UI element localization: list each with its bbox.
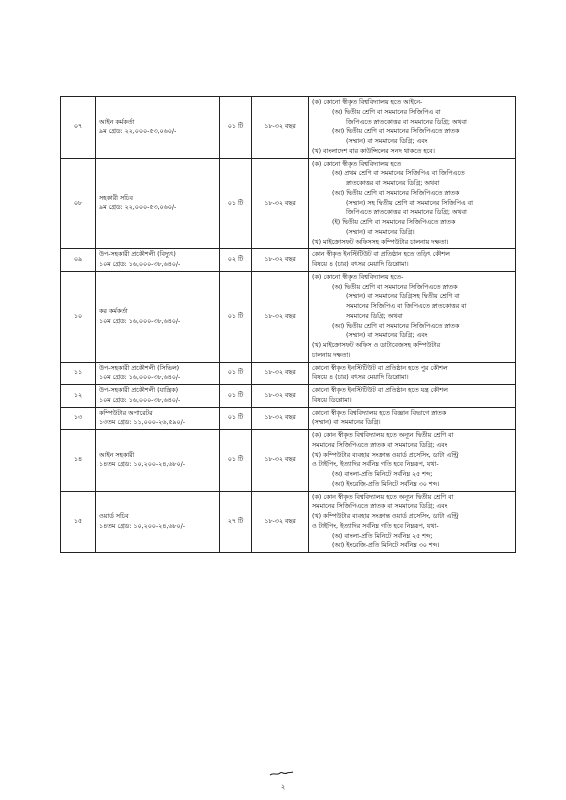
age-limit: ১৮-৩২ বছর bbox=[252, 385, 309, 408]
qualification-line: (অ) প্রথম শ্রেণি বা সমমানের সিজিপিএ বা জিপিএতে bbox=[332, 170, 465, 178]
qualification-line: (ক) কোন স্বীকৃত বিশ্ববিদ্যালয় হতে অন্যূন দ্বিতীয় শ্রেণি বা bbox=[312, 493, 454, 501]
post-count: ০১ টি bbox=[220, 362, 252, 385]
qualification-line: (সম্মান) বা সমমানের ডিগ্রি। bbox=[346, 228, 415, 236]
qualification-cell bbox=[309, 158, 516, 249]
pay-grade: ১০ম গ্রেড: ১৬,০০০-৩৮,৬৪০/- bbox=[99, 261, 181, 268]
qualification-line: কোনো স্বীকৃত ইনস্টিটিউট বা প্রতিষ্ঠান হতে যন্ত্র কৌশল bbox=[312, 387, 448, 394]
page-number: ২ bbox=[280, 783, 286, 791]
qualification-cell bbox=[309, 491, 516, 553]
post-count: ০১ টি bbox=[220, 385, 252, 408]
qualification-line: বিষয়ে ডিপ্লোমা। bbox=[312, 396, 352, 404]
serial-number: ১০ bbox=[61, 271, 96, 362]
qualification-cell bbox=[309, 430, 516, 492]
qualification-line: কোন স্বীকৃত ইনস্টিটিউট বা প্রতিষ্ঠান হতে তড়িৎ কৌশল bbox=[312, 251, 450, 259]
qualification-line: (অ) বাংলা-প্রতি মিনিটে সর্বনিম্ন ২৫ শব্দ; bbox=[332, 471, 433, 478]
qualification-line: (অ) দ্বিতীয় শ্রেণি বা সমমানের সিজিপিএতে স্নাতক bbox=[332, 283, 458, 291]
serial-number: ০৮ bbox=[61, 158, 96, 249]
qualification-cell bbox=[309, 407, 516, 430]
post-count: ০১ টি bbox=[220, 430, 252, 492]
qualification-line: সমমানের সিজিপিএতে স্নাতক বা সমমানের ডিগ্রি; এবং bbox=[312, 441, 448, 449]
pay-grade: ৯ম গ্রেড: ২২,০০০-৫৩,০৬০/- bbox=[99, 204, 177, 212]
qualification-line: বিষয়ে ৪ (চার) বৎসর মেয়াদি ডিপ্লোমা। bbox=[312, 261, 409, 268]
serial-number: ১১ bbox=[61, 362, 96, 385]
qualification-line: (আ) ইংরেজি-প্রতি মিনিটে সর্বনিম্ন ৩০ শব্দ। bbox=[332, 542, 440, 550]
qualification-line: (ক) কোনো স্বীকৃত বিশ্ববিদ্যালয় হতে- bbox=[312, 273, 404, 281]
post-cell bbox=[96, 158, 220, 249]
pay-grade: ১৪তম গ্রেড: ১০,২০০-২৪,৬৮০/- bbox=[99, 522, 186, 530]
serial-number: ১২ bbox=[61, 385, 96, 408]
table-row bbox=[61, 430, 516, 492]
qualification-line: (সম্মান) সহ দ্বিতীয় শ্রেণি বা সমমানের সিজিপিএ বা bbox=[346, 199, 473, 207]
qualification-line: (খ) মাইক্রোসফট অফিসসহ কম্পিউটার চালনায় দক্ষতা। bbox=[312, 238, 449, 246]
pay-grade: ১০ম গ্রেড: ১৬,০০০-৩৮,৬৪০/- bbox=[99, 374, 181, 382]
post-name: উপ-সহকারী প্রকৌশলী (যান্ত্রিক) bbox=[99, 387, 179, 394]
post-cell bbox=[96, 385, 220, 408]
qualification-line: (আ) ইংরেজি-প্রতি মিনিটে সর্বনিম্ন ৩০ শব্দ। bbox=[332, 480, 440, 488]
qualification-line: জিপিএতে স্নাতকোত্তর বা সমমানের ডিগ্রি; অথবা bbox=[346, 118, 467, 126]
qualification-line: ও টাইপিং, ইত্যাদির সর্বনিম্ন গতি হবে নিম্নরূপ, যথা- bbox=[312, 522, 439, 530]
qualification-line: (খ) বাংলাদেশ বার কাউন্সিলের সনদ থাকতে হবে। bbox=[312, 147, 435, 155]
qualification-cell bbox=[309, 271, 516, 362]
age-limit: ১৮-৩২ বছর bbox=[252, 362, 309, 385]
age-limit: ১৮-৩২ বছর bbox=[252, 97, 309, 159]
pay-grade: ১৩তম গ্রেড: ১১,০০০-২৬,৫৯০/- bbox=[99, 419, 186, 427]
post-count: ০২ টি bbox=[220, 249, 252, 272]
qualification-line: (আ) দ্বিতীয় শ্রেণি বা সমমানের সিজিপিএতে স্নাতক bbox=[332, 189, 460, 197]
qualification-line: (সম্মান) বা সমমানের ডিগ্রি; এবং bbox=[346, 332, 428, 340]
qualification-line: (সম্মান) বা সমমানের ডিগ্রি; এবং bbox=[346, 138, 428, 145]
age-limit: ১৮-৩২ বছর bbox=[252, 491, 309, 553]
qualification-line: সমমানের ডিগ্রি; অথবা bbox=[346, 312, 403, 320]
qualification-line: জিপিএতে স্নাতকোত্তর বা সমমানের ডিগ্রি; অথবা bbox=[346, 209, 467, 217]
qualification-cell bbox=[309, 362, 516, 385]
post-name: সহকারী সচিব bbox=[99, 194, 133, 202]
qualification-line: সমমানের সিজিপিএতে স্নাতক বা সমমানের ডিগ্রি; এবং bbox=[312, 503, 448, 511]
post-name: উপ-সহকারী প্রকৌশলী (বিদ্যুৎ) bbox=[99, 251, 176, 259]
post-cell bbox=[96, 97, 220, 159]
table-body bbox=[61, 97, 516, 553]
qualification-line: সমমানের সিজিপিএ বা জিপিএতে স্নাতকোত্তর বা bbox=[346, 303, 467, 310]
serial-number: ১৫ bbox=[61, 491, 96, 553]
qualification-line: স্নাতকোত্তর বা সমমানের ডিগ্রি; অথবা bbox=[346, 180, 440, 187]
qualification-line: (ক) কোনো স্বীকৃত বিশ্ববিদ্যালয় হতে আইনে- bbox=[312, 99, 423, 106]
age-limit: ১৮-৩২ বছর bbox=[252, 430, 309, 492]
table-row bbox=[61, 407, 516, 430]
qualification-line: চালনায় দক্ষতা। bbox=[312, 351, 351, 359]
qualification-line: (ই) দ্বিতীয় শ্রেণি বা সমমানের সিজিপিএতে স্নাতক bbox=[332, 219, 456, 226]
qualification-line: (আ) দ্বিতীয় শ্রেণি বা সমমানের সিজিপিএতে স্নাতক bbox=[332, 128, 460, 136]
qualification-line: কোনো স্বীকৃত বিশ্ববিদ্যালয় হতে বিজ্ঞান বিভাগে স্নাতক bbox=[312, 409, 447, 417]
post-cell bbox=[96, 430, 220, 492]
post-cell bbox=[96, 491, 220, 553]
qualification-cell bbox=[309, 97, 516, 159]
age-limit: ১৮-৩২ বছর bbox=[252, 271, 309, 362]
post-cell bbox=[96, 271, 220, 362]
qualification-line: (খ) কম্পিউটার ব্যবহার সংক্রান্ত ওয়ার্ড প্রসেসিং, ডাটা এন্ট্রি bbox=[312, 451, 459, 459]
qualification-line: ও টাইপিং, ইত্যাদির সর্বনিম্ন গতি হবে নিম্নরূপ, যথা- bbox=[312, 461, 439, 469]
table-row bbox=[61, 385, 516, 408]
table-row bbox=[61, 491, 516, 553]
pay-grade: ১০ম গ্রেড: ১৬,০০০-৩৮,৬৪০/- bbox=[99, 396, 181, 404]
post-name: কর কর্মকর্তা bbox=[99, 307, 128, 315]
serial-number: ০৯ bbox=[61, 249, 96, 272]
age-limit: ১৮-৩২ বছর bbox=[252, 249, 309, 272]
table-row bbox=[61, 362, 516, 385]
post-count: ০১ টি bbox=[220, 97, 252, 159]
serial-number: ১৪ bbox=[61, 430, 96, 492]
post-count: ০১ টি bbox=[220, 158, 252, 249]
pay-grade: ৯ম গ্রেড: ২২,০০০-৫৩,০৬০/- bbox=[99, 128, 177, 136]
post-cell bbox=[96, 362, 220, 385]
age-limit: ১৮-৩২ বছর bbox=[252, 158, 309, 249]
post-count: ০১ টি bbox=[220, 407, 252, 430]
qualification-line: বিষয়ে ৪ (চার) বৎসর মেয়াদি ডিপ্লোমা। bbox=[312, 374, 409, 382]
signature-mark bbox=[268, 768, 294, 778]
serial-number: ১৩ bbox=[61, 407, 96, 430]
serial-number: ০৭ bbox=[61, 97, 96, 159]
age-limit: ১৮-৩২ বছর bbox=[252, 407, 309, 430]
pay-grade: ১৪তম গ্রেড: ১০,২০০-২৪,৬৮০/- bbox=[99, 461, 186, 469]
qualification-line: (খ) মাইক্রোসফট অফিস ও ডাটাবেজসহ কম্পিউটার bbox=[312, 342, 441, 349]
table-row bbox=[61, 158, 516, 249]
post-cell bbox=[96, 249, 220, 272]
recruitment-table bbox=[60, 96, 516, 553]
qualification-cell bbox=[309, 249, 516, 272]
post-count: ০১ টি bbox=[220, 271, 252, 362]
table-row bbox=[61, 249, 516, 272]
qualification-cell bbox=[309, 385, 516, 408]
qualification-line: (সম্মান) বা সমমানের ডিগ্রিসহ দ্বিতীয় শ্রেণি বা bbox=[346, 293, 460, 301]
qualification-line: (অ) বাংলা-প্রতি মিনিটে সর্বনিম্ন ২৫ শব্দ; bbox=[332, 532, 433, 540]
post-count: ২৭ টি bbox=[220, 491, 252, 553]
table-row bbox=[61, 271, 516, 362]
qualification-line: (সম্মান) বা সমমানের ডিগ্রি। bbox=[312, 419, 381, 427]
qualification-line: (ক) কোন স্বীকৃত বিশ্ববিদ্যালয় হতে অন্যূন দ্বিতীয় শ্রেণি বা bbox=[312, 432, 454, 439]
qualification-line: (খ) কম্পিউটার ব্যবহার সংক্রান্ত ওয়ার্ড প্রসেসিং, ডাটা এন্ট্রি bbox=[312, 513, 459, 520]
qualification-line: (ক) কোনো স্বীকৃত বিশ্ববিদ্যালয় হতে bbox=[312, 160, 402, 168]
post-name: উপ-সহকারী প্রকৌশলী (সিভিল) bbox=[99, 364, 180, 372]
post-name: আইন কর্মকর্তা bbox=[99, 118, 135, 126]
qualification-line: কোনো স্বীকৃত ইনস্টিটিউট বা প্রতিষ্ঠান হতে পুর কৌশল bbox=[312, 364, 448, 372]
qualification-line: (অ) দ্বিতীয় শ্রেণি বা সমমানের সিজিপিএ বা bbox=[332, 108, 441, 116]
post-name: ওয়ার্ড সচিব bbox=[99, 513, 129, 520]
post-cell bbox=[96, 407, 220, 430]
qualification-line: (আ) দ্বিতীয় শ্রেণি বা সমমানের সিজিপিএতে স্নাতক bbox=[332, 322, 460, 330]
post-name: আইন সহকারী bbox=[99, 451, 135, 459]
post-name: কম্পিউটার অপারেটর bbox=[99, 409, 153, 417]
table-row bbox=[61, 97, 516, 159]
pay-grade: ১০ম গ্রেড: ১৬,০০০-৩৮,৬৪০/- bbox=[99, 317, 181, 325]
